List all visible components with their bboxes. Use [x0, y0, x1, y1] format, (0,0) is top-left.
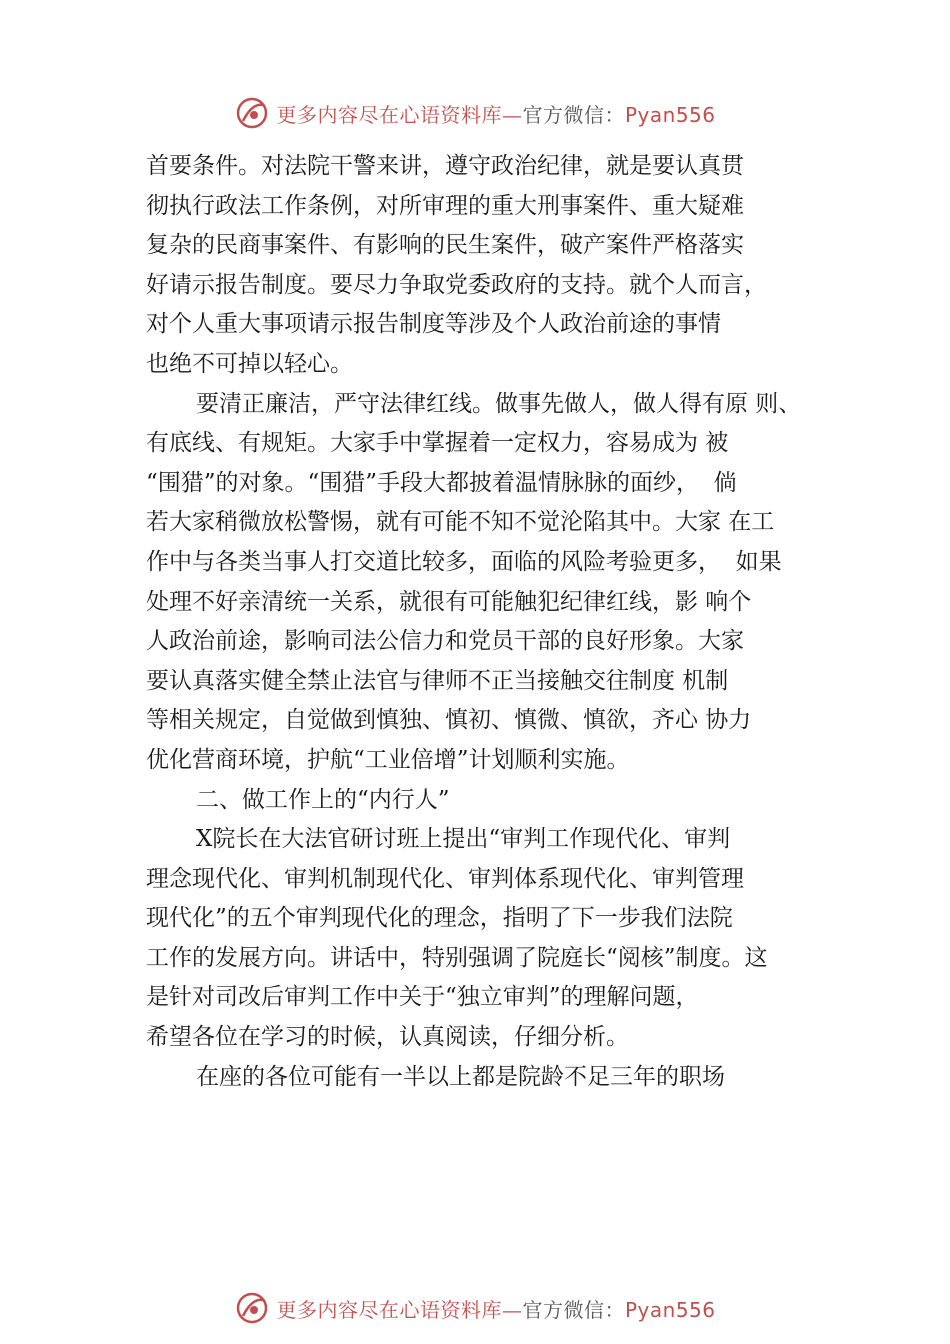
banner-text: 更多内容尽在心语资料库—官方微信：Pyan556: [276, 102, 716, 127]
text-line: 工作的发展方向。讲话中，特别强调了院庭长“阅核”制度。这: [146, 944, 768, 971]
text-line: 彻执行政法工作条例，对所审理的重大刑事案件、重大疑难: [146, 192, 744, 219]
text-line: 有底线、有规矩。大家手中掌握着一定权力，容易成为 被: [146, 430, 729, 457]
banner-text: 更多内容尽在心语资料库—官方微信：Pyan556: [276, 1297, 716, 1322]
header-watermark-banner: [0, 93, 950, 133]
text-line: 希望各位在学习的时候，认真阅读，仔细分析。: [146, 1024, 629, 1051]
footer-watermark-banner: [0, 1288, 950, 1328]
text-line: 在座的各位可能有一半以上都是院龄不足三年的职场: [196, 1063, 725, 1090]
text-line: 现代化”的五个审判现代化的理念，指明了下一步我们法院: [146, 905, 733, 932]
text-line: 等相关规定，自觉做到慎独、慎初、慎微、慎欲，齐心 协力: [146, 707, 752, 734]
text-line: 是针对司改后审判工作中关于“独立审判”的理解问题，: [146, 984, 699, 1011]
text-line: 好请示报告制度。要尽力争取党委政府的支持。就个人而言，: [146, 271, 767, 298]
text-line: 作中与各类当事人打交道比较多，面临的风险考验更多， 如果: [146, 548, 782, 575]
text-line: 对个人重大事项请示报告制度等涉及个人政治前途的事情: [146, 311, 721, 338]
text-line: 复杂的民商事案件、有影响的民生案件，破产案件严格落实: [146, 232, 744, 259]
text-line: 理念现代化、审判机制现代化、审判体系现代化、审判管理: [146, 865, 744, 892]
wechat-label: 官方微信：: [522, 102, 625, 127]
text-line: 要清正廉洁，严守法律红线。做事先做人，做人得有原 则、: [196, 390, 802, 417]
wechat-label: 官方微信：: [522, 1297, 625, 1322]
document-body: [146, 147, 846, 1097]
text-line: X院长在大法官研讨班上提出“审判工作现代化、审判: [196, 826, 731, 853]
section-heading: 二、做工作上的“内行人”: [196, 786, 450, 813]
logo-icon: [234, 95, 270, 131]
text-line: 要认真落实健全禁止法官与律师不正当接触交往制度 机制: [146, 667, 729, 694]
text-line: 首要条件。对法院干警来讲，遵守政治纪律，就是要认真贯: [146, 153, 744, 179]
text-line: 也绝不可掉以轻心。: [146, 350, 353, 377]
wechat-id: Pyan556: [624, 102, 716, 127]
logo-icon: [234, 1290, 270, 1326]
text-line: 人政治前途，影响司法公信力和党员干部的良好形象。大家: [146, 628, 744, 655]
text-line: “围猎”的对象。“围猎”手段大都披着温情脉脉的面纱， 倘: [146, 469, 737, 496]
text-line: 优化营商环境，护航“工业倍增”计划顺利实施。: [146, 746, 630, 773]
wechat-id: Pyan556: [624, 1297, 716, 1322]
text-line: 处理不好亲清统一关系，就很有可能触犯纪律红线，影 响个: [146, 588, 752, 615]
text-line: 若大家稍微放松警惕，就有可能不知不觉沦陷其中。大家 在工: [146, 509, 775, 536]
